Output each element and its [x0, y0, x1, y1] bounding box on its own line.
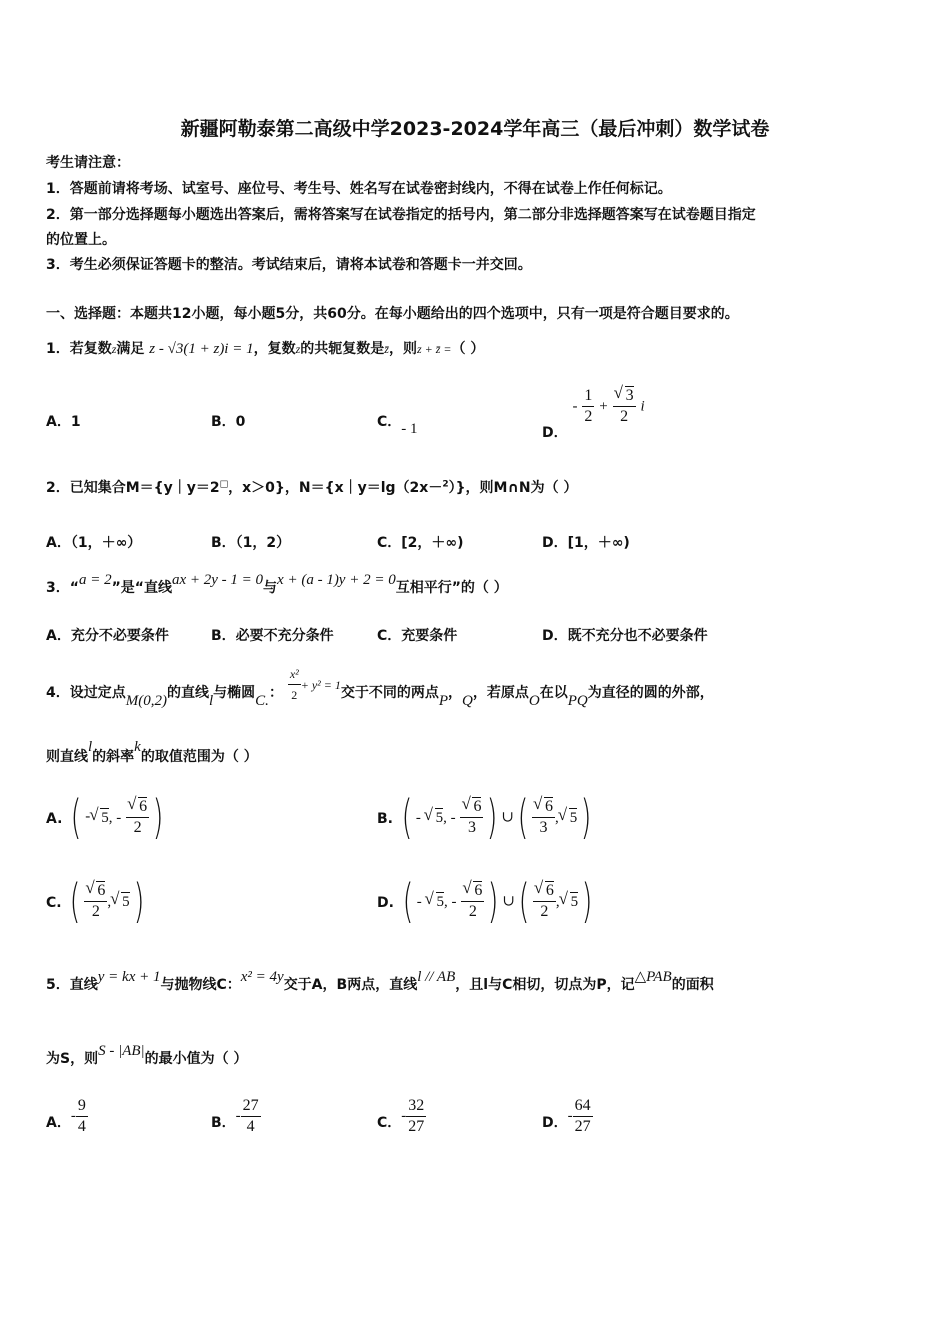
q5-eq-5: S - |AB|: [98, 1043, 145, 1059]
q2-option-b: B．（1，2）: [211, 535, 291, 551]
q5-option-b: [211, 1096, 261, 1137]
notice-item-3: 3．考生必须保证答题卡的整洁。考试结束后，请将本试卷和答题卡一并交回。: [46, 257, 532, 273]
question-2: [46, 477, 577, 497]
q2-text-1: 2．已知集合M＝{y｜y＝2: [46, 480, 220, 496]
q2-option-c: C．[2，＋∞): [377, 535, 464, 551]
q5-b-neg: -: [235, 1108, 241, 1124]
q4-b-sqrt5: √ 5: [435, 808, 444, 827]
q4-ellipse-c: C.: [255, 692, 269, 709]
q3-option-d: D．既不充分也不必要条件: [542, 628, 708, 644]
q4-option-c-label: C.: [46, 895, 62, 911]
q5-option-a-label: A．: [46, 1114, 71, 1131]
q4-a-sqrt5: √ 5: [100, 808, 109, 827]
q5-text-4: ，且l与C相切，切点为P，记: [455, 977, 635, 993]
q4-text-7: 在以: [539, 684, 568, 701]
q4-segment-pq: PQ: [567, 692, 588, 709]
q1-text-5: ，则: [388, 341, 417, 357]
question-1: [46, 338, 484, 358]
q5-d-num: 64: [573, 1096, 593, 1117]
question-4-line-1: 4．设过定点M(0,2)的直线l与椭圆C.： $\frac{\text{x²}}{2}$ + y² = 1交于不同的两点P，Q，若原点O在以PQ为直径的圆的外部，: [46, 664, 714, 705]
q5-text-5: 的面积: [671, 977, 714, 993]
q3-eq-2: ax + 2y - 1 = 0: [171, 572, 264, 588]
q4-text-11: 的取值范围为（ ）: [140, 749, 258, 765]
q4-option-d-label: D.: [377, 895, 394, 911]
q5-c-den: 27: [408, 1118, 425, 1135]
q3-option-b: B．必要不充分条件: [211, 628, 334, 644]
q5-option-d-label: D．: [542, 1114, 568, 1131]
q1-equation: z - √3(1 + z)i = 1: [149, 341, 254, 357]
notice-item-2b: 的位置上。: [46, 232, 116, 248]
q1-z: z: [111, 342, 117, 356]
exam-title: 新疆阿勒泰第二高级中学2023-2024学年高三（最后冲刺）数学试卷: [180, 118, 770, 140]
q4-text-3: 与椭圆: [213, 684, 256, 701]
q4-eq-rest: + y² = 1: [300, 677, 341, 692]
q5-eq-2: x² = 4y: [240, 969, 284, 985]
q5-option-d: [542, 1096, 593, 1137]
q4-a-den: 2: [133, 818, 142, 836]
q4-b-sqrt6b: √ 6: [544, 797, 553, 816]
q1-option-d: D． - $\frac{1}{2}$ + √ $\frac{3}{2}$ i: [542, 386, 645, 427]
q4-d-union: ∪: [502, 893, 515, 910]
q1-option-a: A．1: [46, 414, 81, 430]
notice-header: 考生请注意：: [46, 155, 130, 171]
q2-option-a: A．（1，＋∞）: [46, 535, 142, 551]
q3-text-3: 与: [263, 580, 278, 596]
q4-frac-num: x²: [288, 664, 301, 685]
q4-option-b: B. ( - √ 5, - √ $\frac{6}{3}$ ) ∪( √ $\frac{6}{3}$ ,√ 5): [377, 794, 595, 840]
q4-option-d: D. ( - √ 5, - √ $\frac{6}{2}$ ) ∪( √ $\frac{6}{2}$ ,√ 5): [377, 878, 596, 924]
q4-text-4: ：: [268, 684, 283, 701]
q5-d-den: 27: [574, 1118, 591, 1135]
q1-text-2: 满足: [116, 341, 145, 357]
q4-text-10: 的斜率: [92, 749, 135, 765]
q5-b-den: 4: [246, 1118, 255, 1135]
q2-exponent-2: 2: [442, 479, 449, 490]
q1-option-c-label: C．: [377, 414, 402, 430]
question-4-line-2: [46, 738, 258, 765]
q5-a-num: 9: [76, 1096, 88, 1117]
q1-z2: z: [295, 342, 301, 356]
q4-a-neg: -: [85, 808, 91, 825]
q5-option-c-label: C．: [377, 1114, 402, 1131]
q1-text-6: （ ）: [451, 341, 485, 357]
q4-d-sqrt5: √ 5: [436, 892, 445, 911]
q5-a-neg: -: [70, 1108, 76, 1124]
q3-text-2: ”是“直线: [111, 580, 172, 596]
q4-b-sqrt6: √ 6: [472, 797, 481, 816]
q3-eq-1: a = 2: [78, 572, 112, 588]
q2-exponent-1: □: [219, 479, 229, 490]
q5-c-num: 32: [406, 1096, 426, 1117]
q4-option-a-label: A.: [46, 811, 63, 827]
q4-b-union: ∪: [501, 809, 514, 826]
q5-text-2: 与抛物线C：: [160, 977, 241, 993]
q4-d-sqrt6b: √ 6: [545, 881, 554, 900]
q5-eq-1: y = kx + 1: [97, 969, 161, 985]
q1-option-d-label: D．: [542, 424, 568, 441]
q4-text-6: ，若原点: [472, 684, 529, 701]
notice-item-1: 1．答题前请将考场、试室号、座位号、考生号、姓名写在试卷密封线内，不得在试卷上作任何标记。: [46, 181, 672, 197]
q5-eq-4: △PAB: [634, 969, 672, 985]
q2-text-3: ）}，则M∩N为（ ）: [448, 480, 578, 496]
q4-c-sqrt6: √ 6: [96, 881, 105, 900]
q4-option-c: C. ( √ $\frac{6}{2}$ ,√ 5): [46, 878, 148, 924]
q5-b-num: 27: [241, 1096, 261, 1117]
q2-option-d: D．[1，＋∞): [542, 535, 630, 551]
question-5-line-2: [46, 1040, 248, 1067]
q2-text-2: ，x＞0}，N＝{x｜y＝lg（2x－: [228, 480, 443, 496]
q4-d-sqrt6: √ 6: [473, 881, 482, 900]
q4-point-p: P: [438, 692, 449, 709]
q5-option-c: [377, 1096, 426, 1137]
q1-zbar: z̄: [384, 342, 389, 356]
q4-text-2: 的直线: [167, 684, 209, 701]
section-heading: 一、选择题：本题共12小题，每小题5分，共60分。在每小题给出的四个选项中，只有一项是符合题目要求的。: [46, 306, 739, 322]
q1-option-c-value: - 1: [401, 421, 418, 437]
q4-d-den: 2: [468, 902, 477, 920]
q3-eq-3: x + (a - 1)y + 2 = 0: [277, 572, 396, 588]
q1-option-b: B．0: [211, 414, 246, 430]
q4-line-l: l: [209, 692, 214, 709]
q5-option-b-label: B．: [211, 1114, 236, 1131]
q5-c-neg: -: [401, 1108, 407, 1124]
q4-origin-o: O: [528, 692, 540, 709]
q4-d-sqrt5b: √ 5: [570, 892, 579, 911]
question-3: [46, 572, 508, 597]
q4-b-den2: 3: [539, 818, 548, 836]
q5-text-3: 交于A，B两点，直线: [283, 977, 418, 993]
question-5-line-1: [46, 966, 714, 993]
q4-frac-den: 2: [291, 688, 298, 702]
q1-sum: z + z̄ =: [416, 342, 452, 356]
q4-text-1: 4．设过定点: [46, 684, 126, 701]
q4-option-b-label: B.: [377, 811, 393, 827]
q4-a-sqrt6: √ 6: [138, 797, 147, 816]
q5-a-den: 4: [77, 1118, 86, 1135]
q5-text-7: 的最小值为（ ）: [144, 1051, 248, 1067]
q4-c-sqrt5: √ 5: [121, 892, 130, 911]
q4-text-5: 交于不同的两点: [340, 684, 439, 701]
q4-point-m: M(0,2): [125, 692, 167, 709]
q3-option-c: C．充要条件: [377, 628, 458, 644]
q5-text-6: 为S，则: [46, 1051, 99, 1067]
q1-text-1: 1．若复数: [46, 341, 112, 357]
q1-text-3: ，复数: [253, 341, 296, 357]
q4-slope-k: k: [134, 739, 141, 755]
q4-point-q: Q: [462, 692, 473, 709]
q4-b-sqrt5b: √ 5: [569, 808, 578, 827]
q4-text-9: 则直线: [46, 749, 88, 765]
q4-c-den: 2: [91, 902, 100, 920]
q4-line-l-2: l: [88, 739, 93, 755]
q4-b-den: 3: [467, 818, 476, 836]
q4-option-a: A. ( -√ 5, - √ $\frac{6}{2}$ ): [46, 794, 167, 840]
q3-option-a: A．充分不必要条件: [46, 628, 169, 644]
q5-option-a: [46, 1096, 88, 1137]
notice-item-2a: 2．第一部分选择题每小题选出答案后，需将答案写在试卷指定的括号内，第二部分非选择题答案写在试卷题目指定: [46, 207, 756, 223]
q1-option-c: [377, 411, 418, 437]
q1-text-4: 的共轭复数是: [300, 341, 385, 357]
q3-text-1: 3．“: [46, 580, 79, 596]
q4-d-den2: 2: [540, 902, 549, 920]
q3-text-4: 互相平行”的（ ）: [395, 580, 508, 596]
q5-eq-3: l // AB: [417, 969, 456, 985]
q5-d-neg: -: [567, 1108, 573, 1124]
q4-text-8: 为直径的圆的外部，: [587, 684, 714, 701]
q5-text-1: 5．直线: [46, 977, 98, 993]
